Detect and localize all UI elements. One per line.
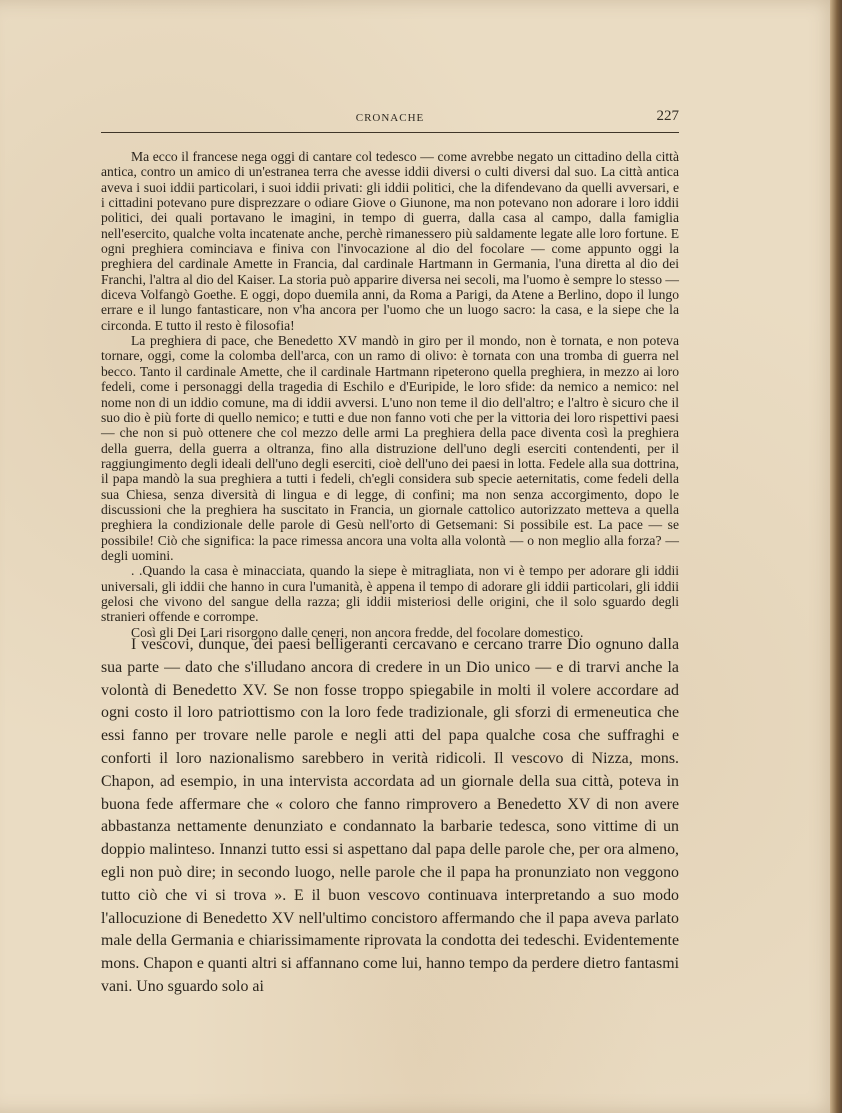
page-edge <box>830 0 842 1113</box>
paragraph: I vescovi, dunque, dei paesi belligeranti cercavano e cercano trarre Dio ognuno dalla sua parte — dato che s'illudano ancora di credere in un Dio unico — e di trarvi anche la volontà di Benedetto XV. Se non fosse troppo spiegabile in molti il volere accordare ad ogni costo il loro patriottismo con la loro fede tradizionale, gli sforzi di ermeneutica che essi fanno per trovare nelle parole e negli atti del papa qualche cosa che suffraghi e conforti il loro nazionalismo sarebbero in verità ridicoli. Il vescovo di Nizza, mons. Chapon, ad esempio, in una intervista accordata ad un giornale della sua città, poteva in buona fede affermare che « coloro che fanno rimprovero a Benedetto XV di non avere abbastanza nettamente denunziato e condannato la barbarie tedesca, sono vittime di un doppio malinteso. Innanzi tutto essi si aspettano dal papa delle parole che, per ora almeno, egli non può dire; in secondo luogo, nelle parole che il papa ha pronunziato non veggono tutto ciò che vi si trova ». E il buon vescovo continuava interpretando a suo modo l'allocuzione di Benedetto XV nell'ultimo concistoro affermando che il papa aveva parlato male della Germania e chiarissimamente riprovata la condotta dei tedeschi. Evidentemente mons. Chapon e quanti altri si affannano come lui, hanno tempo da perdere dietro fantasmi vani. Uno sguardo solo ai <box>101 636 679 995</box>
running-head: CRONACHE <box>355 112 425 124</box>
body-text-section <box>101 634 679 999</box>
paragraph: Così gli Dei Lari risorgono dalle ceneri, non ancora fredde, del focolare domestico. <box>131 624 584 640</box>
page-number: 227 <box>656 108 679 124</box>
paragraph: . .Quando la casa è minacciata, quando la siepe è mitragliata, non vi è tempo per adorare gli iddii universali, gli iddii che hanno in cura l'umanità, è appena il tempo di adorare gli iddii particolari, gli iddii gelosi che vivono del sangue della razza; gli iddii misteriosi delle origini, che il solo sguardo degli stranieri offende e corrompe. <box>101 563 679 625</box>
paragraph: La preghiera di pace, che Benedetto XV mandò in giro per il mondo, non è tornata, e non poteva tornare, oggi, come la colomba dell'arca, con un ramo di olivo: è tornata con una tromba di guerra nel becco. Tanto il cardinale Amette, che il cardinale Hartmann ripeterono quella preghiera, in mezzo ai loro fedeli, come i personaggi della tragedia di Eschilo e d'Euripide, le loro sfide: da nemico a nemico: nel nome non di un iddio comune, ma di iddii avversi. L'uno non teme il dio dell'altro; e l'altro è sicuro che il suo dio è più forte di quello nemico; e tutti e due non fanno voti che per la vittoria dei loro rispettivi paesi — che non si può ottenere che col mezzo delle armi La preghiera della pace diventa così la preghiera della guerra, della guerra a oltranza, fino alla distruzione dell'uno degli eserciti contendenti, per il raggiungimento degli ideali dell'uno degli eserciti, cioè dell'uno dei paesi in lotta. Fedele alla sua dottrina, il papa mandò la sua preghiera a tutti i fedeli, ch'egli considera sub specie aeternitatis, come fedeli della sua Chiesa, senza diversità di lingua e di legge, di confini; ma non senza accorgimento, dopo le discussioni che la preghiera ha suscitato in Francia, un giornale cattolico autorizzato metteva a quella preghiera la condizionale delle parole di Gesù nell'orto di Getsemani: Si possibile est. La pace — se possibile! Ciò che significa: la pace rimessa ancora una volta alla volontà — o non meglio alla forza? — degli uomini. <box>101 333 679 563</box>
paragraph: Ma ecco il francese nega oggi di cantare col tedesco — come avrebbe negato un cittadino della città antica, contro un amico di un'estranea terra che avesse iddii diversi o culti diversi dal suo. La città antica aveva i suoi iddii particolari, i suoi iddii privati: gli iddii politici, che la difendevano da quelli avversari, e i cittadini potevano pure disprezzare o odiare Giove o Giunone, ma non potevano non adorare i loro iddii politici, dei quali portavano le imagini, in tempo di guerra, dalla casa al campo, dalla famiglia nell'esercito, qualche volta incatenate anche, perchè rimanessero più saldamente legate alle loro fortune. E ogni preghiera cominciava e finiva con l'invocazione al dio del focolare — come appunto oggi la preghiera del cardinale Amette in Francia, dal cardinale Hartmann in Germania, l'una diretta al dio dei Franchi, l'altra al dio del Kaiser. La storia può apparire diversa nei secoli, ma l'uomo è sempre lo stesso — diceva Volfangò Goethe. E oggi, dopo duemila anni, da Roma a Parigi, da Atene a Berlino, dopo il lungo errare e il lungo fantasticare, non v'ha ancora per l'uomo che un luogo sacro: la casa, e la siepe che la circonda. E tutto il resto è filosofia! <box>101 149 679 333</box>
page-header <box>101 108 679 133</box>
small-print-section <box>101 149 679 640</box>
